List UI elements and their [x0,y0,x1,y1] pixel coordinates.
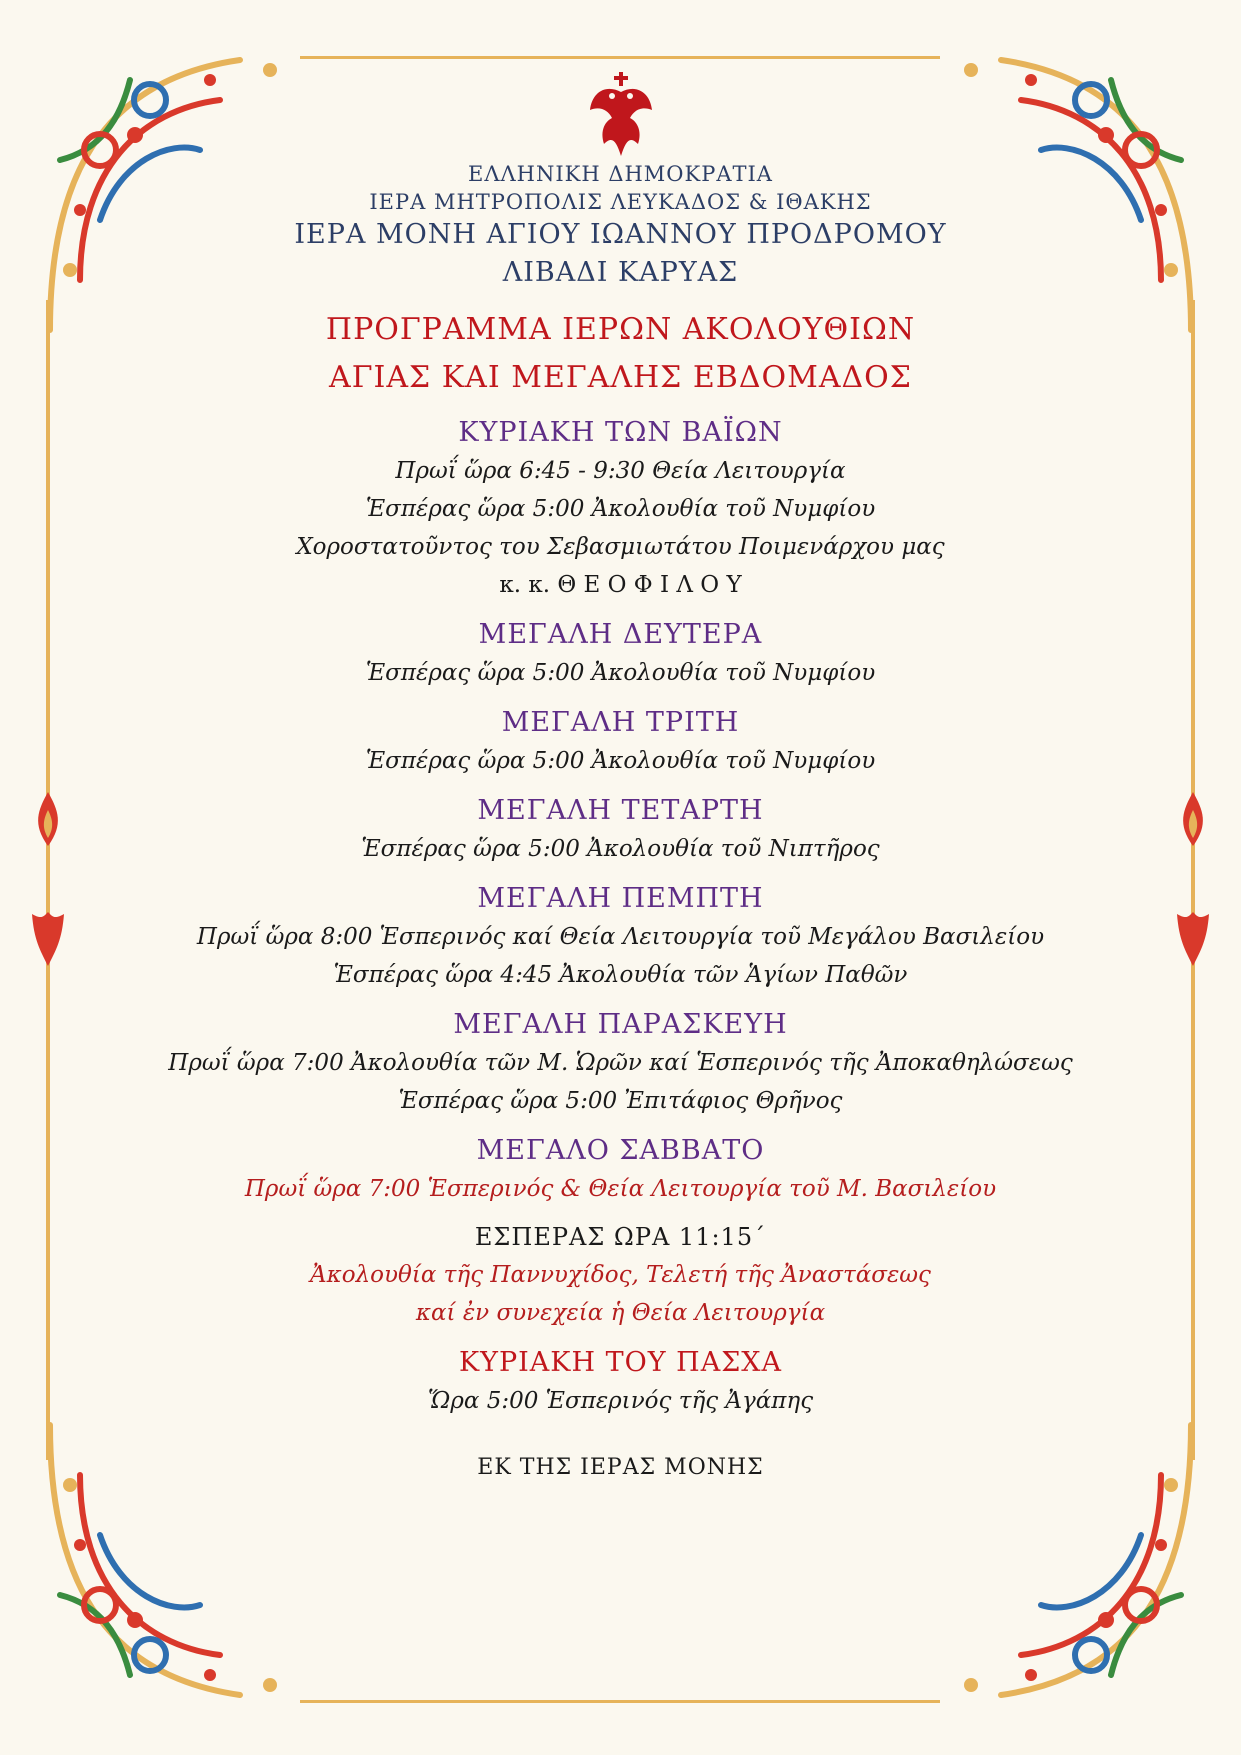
header-location: ΛΙΒΑΔΙ ΚΑΡΥΑΣ [502,257,739,288]
bishop-name: κ. κ. Θ Ε Ο Φ Ι Λ Ο Υ [499,572,742,598]
day-heading-holy-thursday: ΜΕΓΑΛΗ ΠΕΜΠΤΗ [477,883,764,914]
day-heading-easter-sunday: ΚΥΡΙΑΚΗ ΤΟΥ ΠΑΣΧΑ [458,1347,783,1378]
service-line: Χοροστατοῦντος του Σεβασμιωτάτου Ποιμενάρχου μας [296,534,945,560]
service-line: Ὥρα 5:00 Ἑσπερινός τῆς Ἀγάπης [427,1388,814,1414]
day-heading-holy-friday: ΜΕΓΑΛΗ ΠΑΡΑΣΚΕΥΗ [453,1009,788,1040]
day-heading-palm-sunday: ΚΥΡΙΑΚΗ ΤΩΝ ΒΑΪΩΝ [458,417,783,448]
header-metropolis: ΙΕΡΑ ΜΗΤΡΟΠΟΛΙΣ ΛΕΥΚΑΔΟΣ & ΙΘΑΚΗΣ [369,190,872,214]
service-line: Πρωΐ ὥρα 7:00 Ἀκολουθία τῶν Μ. Ὡρῶν καί Ἑσπερινός τῆς Ἀποκαθηλώσεως [168,1050,1073,1076]
service-line: Ἑσπέρας ὥρα 4:45 Ἀκολουθία τῶν Ἁγίων Παθῶν [333,962,908,988]
schedule-content [140,70,1101,1486]
day-heading-holy-saturday: ΜΕΓΑΛΟ ΣΑΒΒΑΤΟ [476,1135,765,1166]
day-heading-holy-monday: ΜΕΓΑΛΗ ΔΕΥΤΕΡΑ [478,619,763,650]
side-flame-ornament-right-icon [1173,790,1213,850]
title-holy-week: ΑΓΙΑΣ ΚΑΙ ΜΕΓΑΛΗΣ ΕΒΔΟΜΑΔΟΣ [329,360,912,395]
side-tulip-ornament-right-icon [1173,910,1213,970]
saturday-evening-time: ΕΣΠΕΡΑΣ ΩΡΑ 11:15΄ [474,1223,767,1251]
service-line: Πρωΐ ὥρα 6:45 - 9:30 Θεία Λειτουργία [395,458,846,484]
day-heading-holy-wednesday: ΜΕΓΑΛΗ ΤΕΤΑΡΤΗ [477,795,764,826]
service-line: Ἑσπέρας ὥρα 5:00 Ἀκολουθία τοῦ Νυμφίου [365,748,876,774]
footer-signature: ΕΚ ΤΗΣ ΙΕΡΑΣ ΜΟΝΗΣ [477,1455,764,1480]
service-line: Ἑσπέρας ὥρα 5:00 Ἀκολουθία τοῦ Νυμφίου [365,660,876,686]
service-line: Πρωΐ ὥρα 8:00 Ἑσπερινός καί Θεία Λειτουργία τοῦ Μεγάλου Βασιλείου [196,924,1045,950]
side-flame-ornament-left-icon [28,790,68,850]
border-top [300,56,940,59]
service-line: Ἀκολουθία τῆς Παννυχίδος, Τελετή τῆς Ἀναστάσεως [310,1262,931,1288]
service-line: καί ἐν συνεχεία ἡ Θεία Λειτουργία [415,1300,826,1326]
service-line: Ἑσπέρας ὥρα 5:00 Ἀκολουθία τοῦ Νυμφίου [365,496,876,522]
service-line: Ἑσπέρας ὥρα 5:00 Ἀκολουθία τοῦ Νιπτῆρος [361,836,880,862]
day-heading-holy-tuesday: ΜΕΓΑΛΗ ΤΡΙΤΗ [501,707,740,738]
service-line: Ἑσπέρας ὥρα 5:00 Ἐπιτάφιος Θρῆνος [398,1088,843,1114]
border-bottom [300,1700,940,1703]
header-monastery: ΙΕΡΑ ΜΟΝΗ ΑΓΙΟΥ ΙΩΑΝΝΟΥ ΠΡΟΔΡΟΜΟΥ [294,219,947,250]
border-right [1191,300,1195,1460]
double-headed-eagle-emblem-icon [586,70,656,160]
service-line: Πρωΐ ὥρα 7:00 Ἑσπερινός & Θεία Λειτουργία τοῦ Μ. Βασιλείου [244,1176,997,1202]
header-republic: ΕΛΛΗΝΙΚΗ ΔΗΜΟΚΡΑΤΙΑ [468,162,773,186]
title-program: ΠΡΟΓΡΑΜΜΑ ΙΕΡΩΝ ΑΚΟΛΟΥΘΙΩΝ [325,312,916,347]
border-left [46,300,50,1460]
side-tulip-ornament-left-icon [28,910,68,970]
